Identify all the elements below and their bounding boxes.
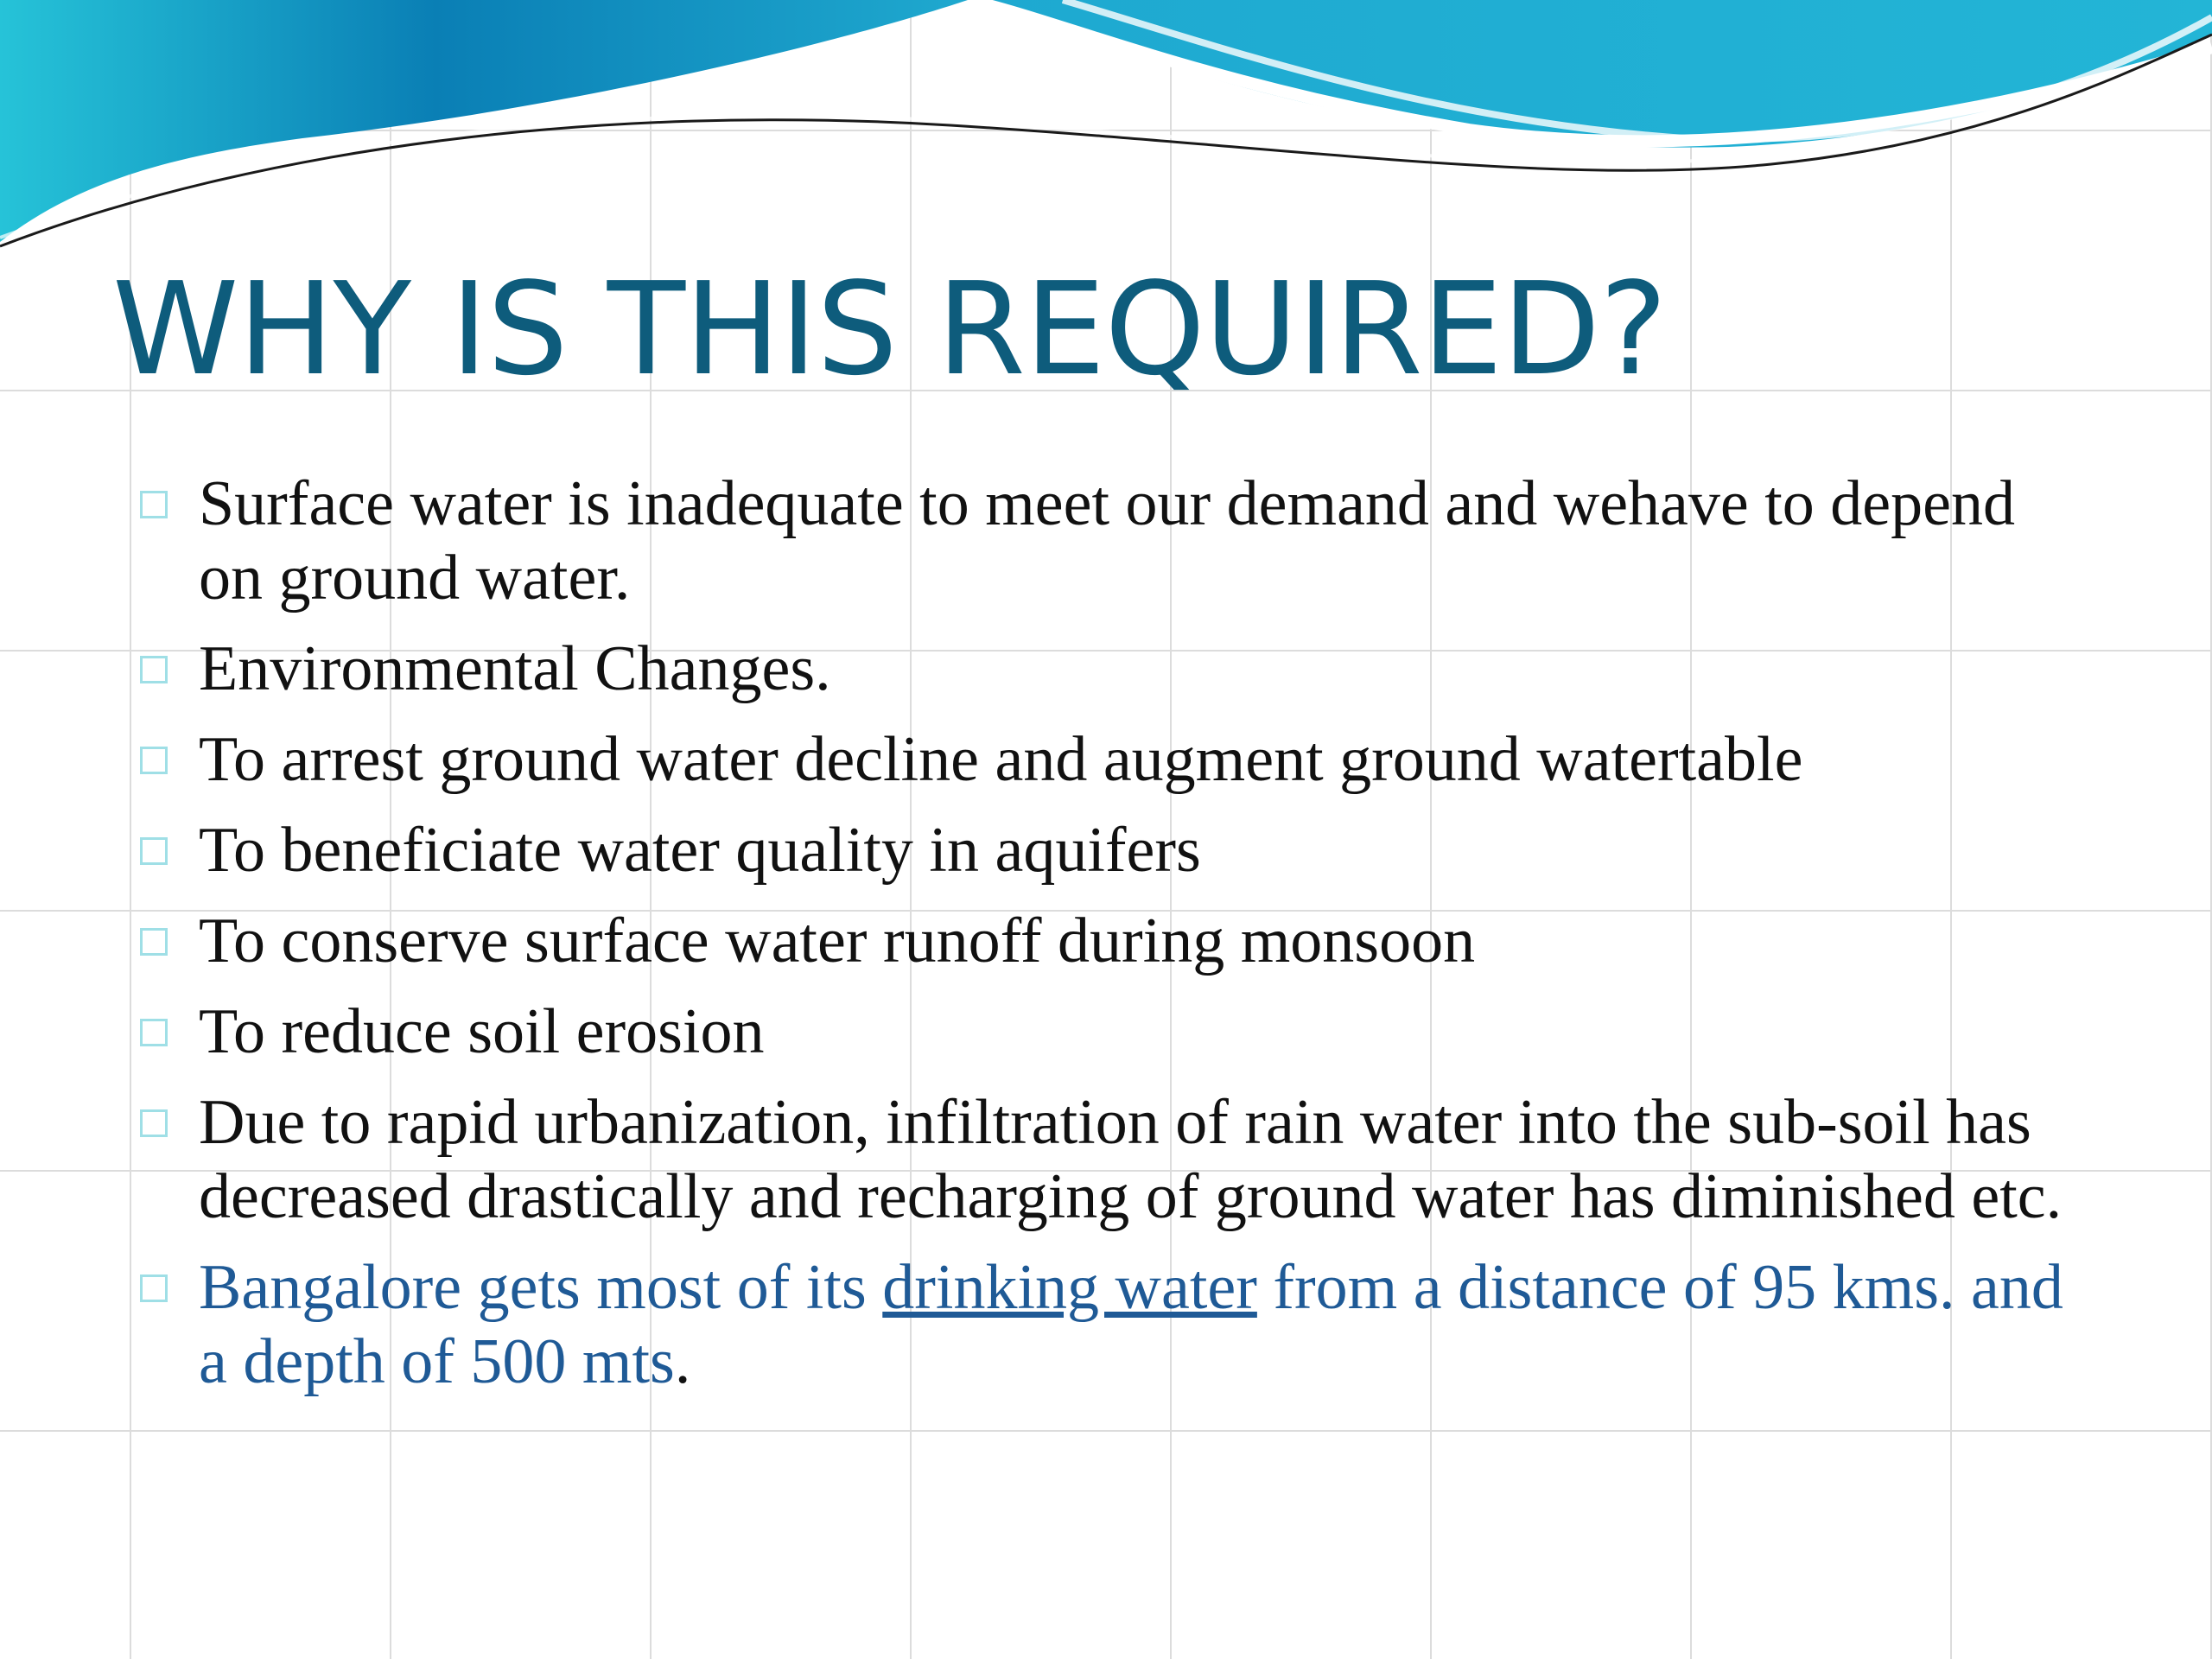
list-item bbox=[138, 904, 2091, 978]
list-item bbox=[138, 995, 2091, 1069]
bullet-text: To arrest ground water decline and augment ground watertable bbox=[199, 724, 1803, 795]
list-item bbox=[138, 722, 2091, 797]
slide-title: WHY IS THIS REQUIRED? bbox=[112, 255, 1667, 404]
list-item bbox=[138, 632, 2091, 706]
bullet-text: To beneficiate water quality in aquifers bbox=[199, 815, 1201, 886]
empty-square-icon bbox=[140, 928, 168, 956]
bullet-period: . bbox=[674, 1326, 691, 1397]
bullet-text: To reduce soil erosion bbox=[199, 996, 765, 1067]
empty-square-icon bbox=[140, 1019, 168, 1046]
header-wave-decoration bbox=[0, 0, 2212, 259]
bullet-list bbox=[138, 467, 2091, 1415]
bullet-text: To conserve surface water runoff during monsoon bbox=[199, 906, 1476, 976]
list-item bbox=[138, 467, 2091, 615]
bullet-text: Due to rapid urbanization, infiltration of rain water into the sub-soil has decreased drastically and recharging of ground water has diminished etc. bbox=[199, 1087, 2063, 1232]
empty-square-icon bbox=[140, 837, 168, 865]
list-item bbox=[138, 813, 2091, 887]
empty-square-icon bbox=[140, 656, 168, 683]
empty-square-icon bbox=[140, 1274, 168, 1302]
list-item-bangalore bbox=[138, 1250, 2091, 1399]
empty-square-icon bbox=[140, 1109, 168, 1137]
bullet-text: from a distance of 95 kms. and a depth of 500 mts bbox=[199, 1252, 2063, 1397]
list-item bbox=[138, 1085, 2091, 1234]
empty-square-icon bbox=[140, 491, 168, 518]
bullet-text: Bangalore gets most of its bbox=[199, 1252, 883, 1323]
drinking-water-link[interactable]: drinking water bbox=[882, 1252, 1257, 1323]
bullet-text: Surface water is inadequate to meet our demand and wehave to depend on ground water. bbox=[199, 468, 2015, 613]
empty-square-icon bbox=[140, 747, 168, 774]
bullet-text: Environmental Changes. bbox=[199, 633, 831, 704]
